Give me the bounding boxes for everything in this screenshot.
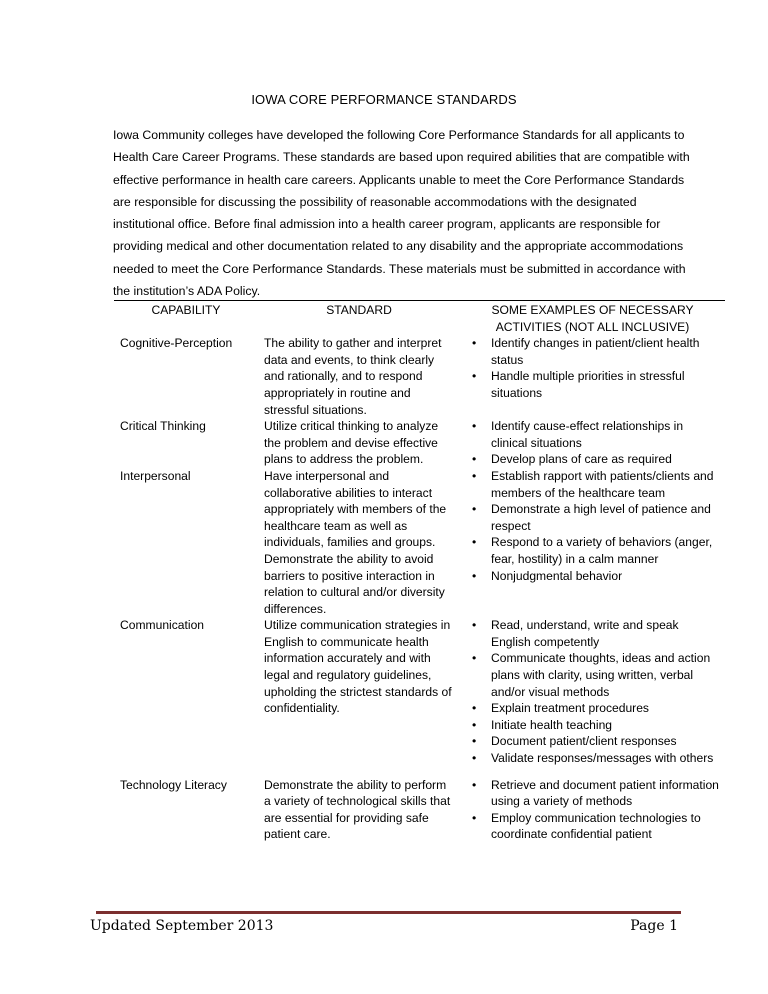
capability-cell: Interpersonal — [120, 468, 191, 483]
activities-list — [466, 335, 719, 401]
activity-item: • Retrieve and document patient information using a variety of methods — [491, 777, 719, 810]
activity-item: • Identify changes in patient/client health status — [491, 335, 719, 368]
table-row — [114, 617, 725, 766]
activity-item: • Document patient/client responses — [491, 733, 719, 750]
activities-list — [466, 617, 719, 766]
activity-item: • Develop plans of care as required — [491, 451, 719, 468]
activity-item: • Establish rapport with patients/clients and members of the healthcare team — [491, 468, 719, 501]
footer-updated-date: Updated September 2013 — [90, 918, 274, 934]
table-row — [114, 767, 725, 843]
activities-list — [466, 468, 719, 584]
footer-rule — [96, 911, 681, 914]
table-row — [114, 418, 725, 468]
page-title: IOWA CORE PERFORMANCE STANDARDS — [251, 92, 517, 107]
activities-cell — [460, 418, 725, 468]
activity-item: • Handle multiple priorities in stressful situations — [491, 368, 719, 401]
intro-paragraph: Iowa Community colleges have developed the following Core Performance Standards for all applicants to Health Care Career Programs. These standards are based upon required abilities that are compatible with effective performance in health care careers. Applicants unable to meet the Core Performance Standards are responsible for discussing the possibility of reasonable accommodations with the designated institutional office. Before final admission into a health career program, applicants are responsible for providing medical and other documentation related to any disability and the appropriate accommodations needed to meet the Core Performance Standards. These materials must be submitted in accordance with the institution’s ADA Policy. — [113, 128, 690, 299]
activity-item: • Communicate thoughts, ideas and action plans with clarity, using written, verbal and/or visual methods — [491, 650, 719, 700]
activity-item: • Initiate health teaching — [491, 717, 719, 734]
capability-cell: Cognitive-Perception — [120, 336, 233, 351]
standards-table — [114, 300, 725, 843]
activities-cell — [460, 767, 725, 843]
activity-item: • Nonjudgmental behavior — [491, 568, 719, 585]
activity-item: • Read, understand, write and speak English competently — [491, 617, 719, 650]
activities-cell — [460, 335, 725, 418]
capability-cell: Critical Thinking — [120, 419, 206, 434]
activities-list — [466, 777, 719, 843]
capability-cell: Communication — [120, 618, 205, 633]
table-header-row — [114, 301, 725, 336]
activities-cell — [460, 617, 725, 766]
standard-cell: The ability to gather and interpret data and events, to think clearly and rationally, and to respond appropriately in routine and stressful situations. — [264, 336, 442, 417]
header-capability: CAPABILITY — [114, 301, 258, 336]
activity-item: • Respond to a variety of behaviors (anger, fear, hostility) in a calm manner — [491, 534, 719, 567]
capability-cell: Technology Literacy — [120, 777, 227, 792]
standards-table-body — [114, 335, 725, 843]
activities-list — [466, 418, 719, 468]
activity-item: • Demonstrate a high level of patience and respect — [491, 501, 719, 534]
activities-cell — [460, 468, 725, 617]
activity-item: • Validate responses/messages with others — [491, 750, 719, 767]
table-row — [114, 468, 725, 617]
footer-page-number: Page 1 — [630, 918, 678, 934]
standard-cell: Utilize critical thinking to analyze the problem and devise effective plans to address the problem. — [264, 419, 439, 467]
standard-cell: Utilize communication strategies in English to communicate health information accurately and with legal and regulatory guidelines, upholding the strictest standards of confidentiality. — [264, 618, 452, 716]
standard-cell: Have interpersonal and collaborative abilities to interact appropriately with members of the healthcare team as well as individuals, families and groups. Demonstrate the ability to avoid barriers to positive interaction in relation to cultural and/or diversity differences. — [264, 468, 447, 616]
header-examples: SOME EXAMPLES OF NECESSARY ACTIVITIES (NOT ALL INCLUSIVE) — [460, 301, 725, 336]
header-standard: STANDARD — [258, 301, 460, 336]
activity-item: • Identify cause-effect relationships in clinical situations — [491, 418, 719, 451]
activity-item: • Explain treatment procedures — [491, 700, 719, 717]
table-row — [114, 335, 725, 418]
standard-cell: Demonstrate the ability to perform a variety of technological skills that are essential for providing safe patient care. — [264, 777, 451, 842]
activity-item: • Employ communication technologies to coordinate confidential patient — [491, 810, 719, 843]
